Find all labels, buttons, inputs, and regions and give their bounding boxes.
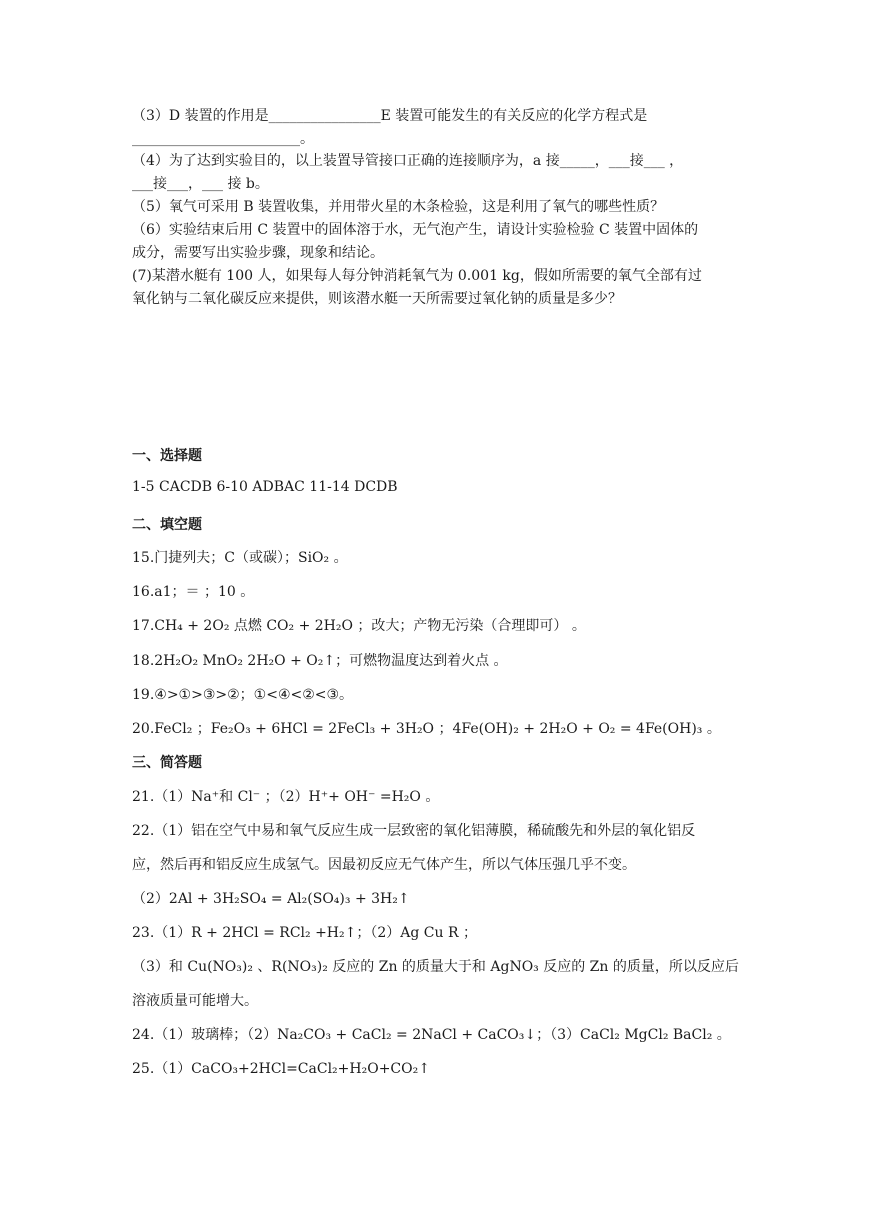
answer-17: 17.CH₄ + 2O₂ 点燃 CO₂ + 2H₂O ；改大；产物无污染（合理即可） 。 <box>132 618 586 634</box>
question-6-line-1: （6）实验结束后用 C 装置中的固体溶于水，无气泡产生，请设计实验检验 C 装置中固体的 <box>132 222 699 238</box>
answer-multiple-choice: 1-5 CACDB 6-10 ADBAC 11-14 DCDB <box>132 479 398 495</box>
question-7-line-2: 氧化钠与二氧化碳反应来提供，则该潜水艇一天所需要过氧化钠的质量是多少？ <box>132 291 622 307</box>
question-7-line-1: (7)某潜水艇有 100 人，如果每人每分钟消耗氧气为 0.001 kg，假如所需要的氧气全部有过 <box>132 268 702 284</box>
question-4-line-1: （4）为了达到实验目的，以上装置导管接口正确的连接顺序为，a 接_____，___接___ ， <box>132 153 684 169</box>
answer-25: 25.（1）CaCO₃+2HCl=CaCl₂+H₂O+CO₂↑ <box>132 1061 430 1077</box>
answer-22-line-2: 应，然后再和铝反应生成氢气。因最初反应无气体产生，所以气体压强几乎不变。 <box>132 857 636 873</box>
answer-21: 21.（1）Na⁺和 Cl⁻ ；（2）H⁺+ OH⁻ =H₂O 。 <box>132 789 440 805</box>
answer-23-line-2: （3）和 Cu(NO₃)₂ 、R(NO₃)₂ 反应的 Zn 的质量大于和 AgNO₃ 反应的 Zn 的质量，所以反应后 <box>132 959 739 975</box>
answer-15: 15.门捷列夫；C（或碳）；SiO₂ 。 <box>132 550 348 566</box>
question-6-line-2: 成分，需要写出实验步骤，现象和结论。 <box>132 245 384 261</box>
answer-22-line-3: （2）2Al + 3H₂SO₄ = Al₂(SO₄)₃ + 3H₂↑ <box>132 891 410 907</box>
answer-24: 24.（1）玻璃棒；（2）Na₂CO₃ + CaCl₂ = 2NaCl + CaCO₃↓；（3）CaCl₂ MgCl₂ BaCl₂ 。 <box>132 1027 731 1043</box>
section-heading-fill: 二、填空题 <box>132 517 202 533</box>
section-heading-short-answer: 三、简答题 <box>132 755 202 771</box>
section-heading-choice: 一、选择题 <box>132 448 202 464</box>
question-3-line-2: ________________________。 <box>132 131 314 147</box>
question-3-line-1: （3）D 装置的作用是________________E 装置可能发生的有关反应的化学方程式是 <box>132 108 648 124</box>
answer-20: 20.FeCl₂ ；Fe₂O₃ + 6HCl = 2FeCl₃ + 3H₂O ；4Fe(OH)₂ + 2H₂O + O₂ = 4Fe(OH)₃ 。 <box>132 721 721 737</box>
answer-23-line-1: 23.（1）R + 2HCl = RCl₂ +H₂↑；（2）Ag Cu R ； <box>132 925 477 941</box>
answer-18: 18.2H₂O₂ MnO₂ 2H₂O + O₂↑；可燃物温度达到着火点 。 <box>132 653 508 669</box>
question-4-line-2: ___接___，___ 接 b。 <box>132 176 269 192</box>
answer-16: 16.a1；＝ ；10 。 <box>132 584 255 600</box>
answer-22-line-1: 22.（1）铝在空气中易和氧气反应生成一层致密的氧化铝薄膜，稀硫酸先和外层的氧化铝反 <box>132 823 696 839</box>
answer-23-line-3: 溶液质量可能增大。 <box>132 993 258 1009</box>
answer-19: 19.④>①>③>②；①<④<②<③。 <box>132 687 354 703</box>
question-5: （5）氧气可采用 B 装置收集，并用带火星的木条检验，这是利用了氧气的哪些性质？ <box>132 199 665 215</box>
